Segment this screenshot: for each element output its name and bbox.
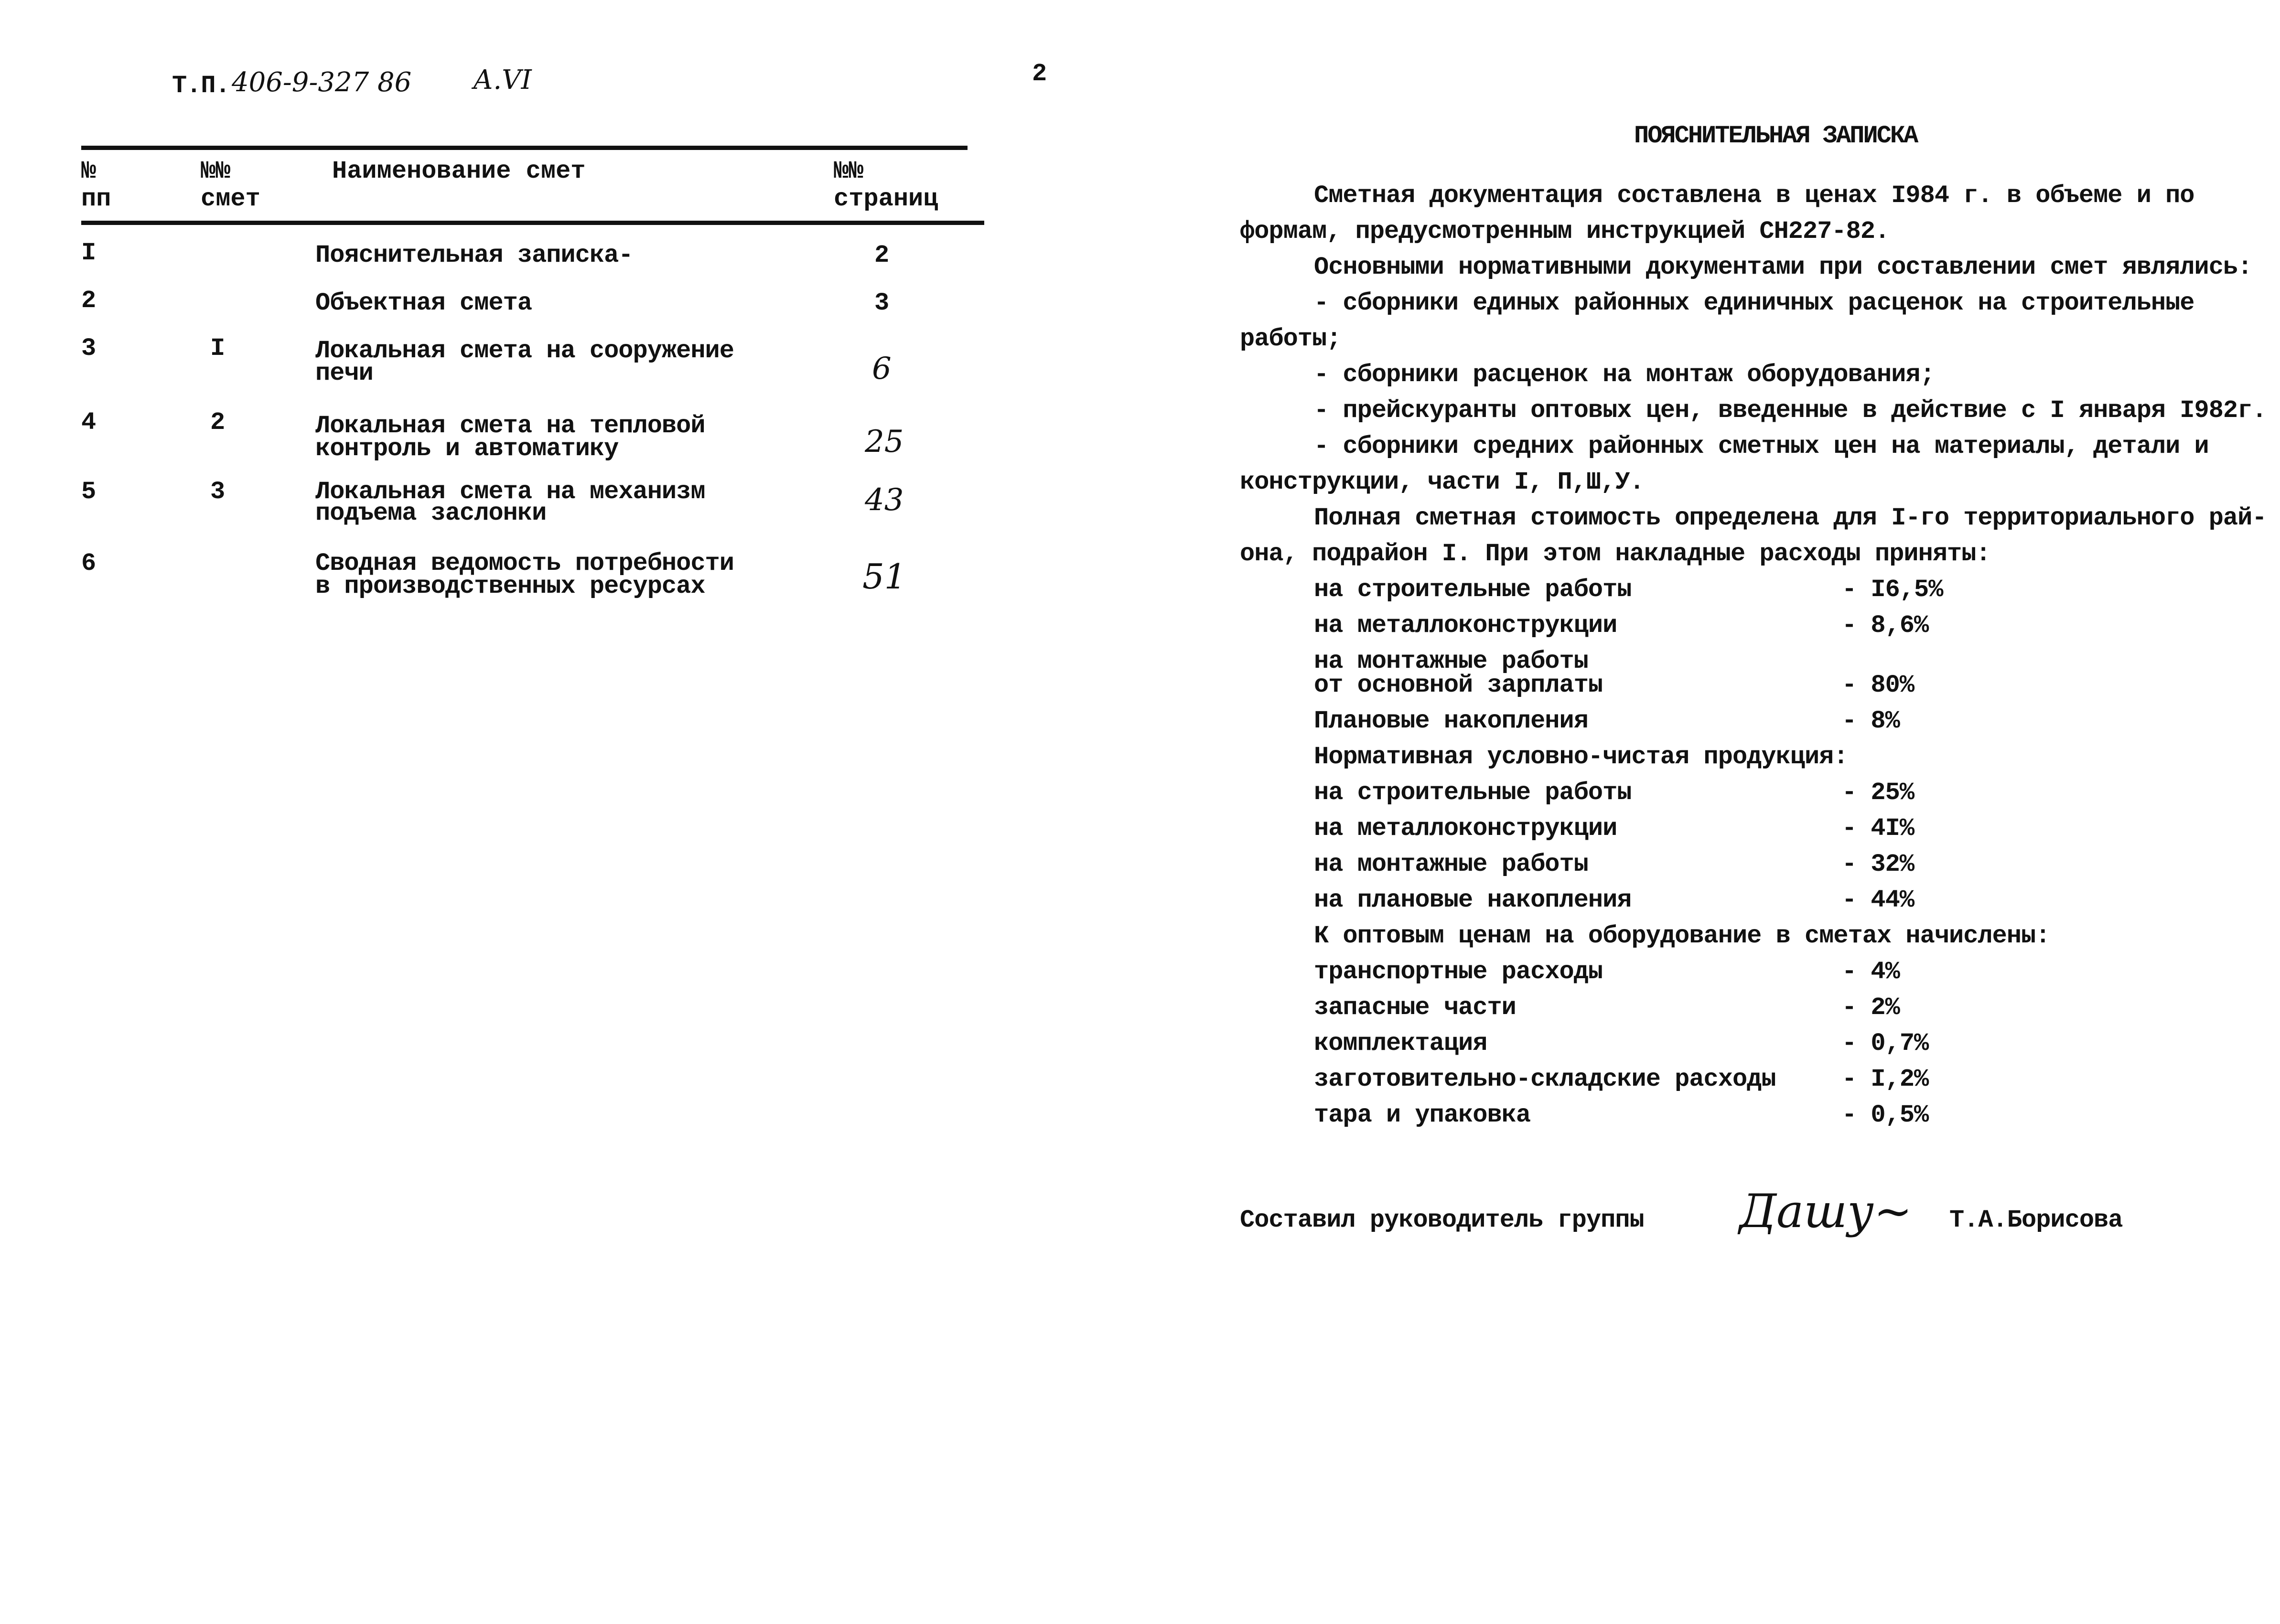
col-header-no-line2: пп	[81, 185, 111, 213]
toc-row-name-cont: подъема заслонки	[315, 499, 547, 527]
note-line: она, подрайон I. При этом накладные расходы приняты:	[1240, 540, 1990, 568]
col-header-pages-line2: страниц	[834, 185, 938, 213]
toc-row-no: 6	[81, 549, 96, 577]
equipment-label: тара и упаковка	[1314, 1101, 1531, 1129]
toc-row-page: 3	[874, 289, 889, 317]
overhead-label-cont: от основной зарплаты	[1314, 671, 1603, 699]
overhead-value: - 8,6%	[1842, 611, 1929, 640]
col-header-name: Наименование смет	[332, 157, 586, 185]
toc-row-page: 43	[865, 482, 904, 518]
toc-row-estimate-no: I	[210, 334, 225, 363]
toc-row-name: Объектная смета	[315, 289, 532, 317]
album-number: А.VI	[473, 64, 532, 96]
note-line: - прейскуранты оптовых цен, введенные в действие с I января I982г.	[1314, 396, 2267, 425]
equipment-value: - 4%	[1842, 958, 1900, 986]
toc-row-no: 4	[81, 408, 96, 437]
overhead-value: - 8%	[1842, 707, 1900, 735]
toc-row-name-cont: контроль и автоматику	[315, 435, 619, 463]
net-output-label: на плановые накопления	[1314, 886, 1632, 914]
col-header-estimate-no-line2: смет	[201, 185, 260, 213]
toc-row-name: Локальная смета на сооружение	[315, 337, 734, 365]
col-header-estimate-no	[201, 158, 260, 213]
toc-row-no: 3	[81, 334, 96, 363]
note-line: формам, предусмотренным инструкцией СН227-82.	[1240, 217, 1890, 246]
toc-row-estimate-no: 2	[210, 408, 225, 437]
toc-row-name: Пояснительная записка-	[315, 241, 633, 269]
table-header-rule	[81, 221, 984, 225]
equipment-value: - I,2%	[1842, 1065, 1929, 1093]
toc-row-name-cont: в производственных ресурсах	[315, 572, 705, 600]
overhead-label: на строительные работы	[1314, 576, 1632, 604]
col-header-no-line1: №	[81, 157, 97, 185]
equipment-value: - 2%	[1842, 994, 1900, 1022]
toc-row-page: 2	[874, 241, 889, 269]
toc-row-page: 6	[872, 351, 892, 386]
net-output-value: - 44%	[1842, 886, 1914, 914]
note-line: - сборники средних районных сметных цен на материалы, детали и	[1314, 432, 2209, 460]
overhead-value: - 80%	[1842, 671, 1914, 699]
note-line: Основными нормативными документами при составлении смет являлись:	[1314, 253, 2252, 281]
document-code-handwritten: 406-9-327 86	[232, 67, 412, 98]
net-output-value: - 4I%	[1842, 814, 1914, 843]
overhead-label: на металлоконструкции	[1314, 611, 1617, 640]
overhead-label: Плановые накопления	[1314, 707, 1588, 735]
note-line: Сметная документация составлена в ценах I984 г. в объеме и по	[1314, 182, 2194, 210]
handwritten-signature: Дашу~	[1739, 1185, 1913, 1238]
col-header-no	[81, 158, 111, 213]
document-code: Т.П.	[172, 72, 230, 100]
note-line: - сборники расценок на монтаж оборудования;	[1314, 361, 1935, 389]
note-title: ПОЯСНИТЕЛЬНАЯ ЗАПИСКА	[1634, 122, 1917, 150]
equipment-value: - 0,7%	[1842, 1029, 1929, 1058]
toc-row-name: Сводная ведомость потребности	[315, 549, 734, 577]
note-line: - сборники единых районных единичных расценок на строительные	[1314, 289, 2194, 317]
toc-row-no: 2	[81, 287, 96, 315]
table-top-rule	[81, 146, 968, 150]
overhead-label: на монтажные работы	[1314, 647, 1588, 675]
col-header-pages-line1: №№	[834, 157, 864, 185]
toc-row-name: Локальная смета на тепловой	[315, 412, 705, 440]
net-output-label: на металлоконструкции	[1314, 814, 1617, 843]
toc-row-name: Локальная смета на механизм	[315, 478, 705, 506]
toc-row-page: 51	[862, 556, 906, 597]
col-header-estimate-no-line1: №№	[201, 157, 231, 185]
note-line: конструкции, части I, П,Ш,У.	[1240, 468, 1644, 496]
net-output-label: на монтажные работы	[1314, 850, 1588, 878]
equipment-label: заготовительно-складские расходы	[1314, 1065, 1776, 1093]
equipment-label: транспортные расходы	[1314, 958, 1603, 986]
equipment-label: комплектация	[1314, 1029, 1487, 1058]
toc-row-page: 25	[865, 424, 904, 459]
toc-row-name-cont: печи	[315, 359, 373, 387]
equipment-heading: К оптовым ценам на оборудование в сметах начислены:	[1314, 922, 2050, 950]
signatory-name: Т.А.Борисова	[1949, 1206, 2123, 1234]
toc-row-no: 5	[81, 478, 96, 506]
net-output-label: на строительные работы	[1314, 779, 1632, 807]
toc-row-no: I	[81, 239, 96, 267]
net-output-heading: Нормативная условно-чистая продукция:	[1314, 743, 1848, 771]
note-line: Полная сметная стоимость определена для I-го территориального рай-	[1314, 504, 2267, 532]
note-line: работы;	[1240, 325, 1341, 353]
net-output-value: - 32%	[1842, 850, 1914, 878]
page-number: 2	[1032, 60, 1047, 88]
equipment-value: - 0,5%	[1842, 1101, 1929, 1129]
signature-label: Составил руководитель группы	[1240, 1206, 1644, 1234]
col-header-pages	[834, 158, 938, 213]
net-output-value: - 25%	[1842, 779, 1914, 807]
toc-row-estimate-no: 3	[210, 478, 225, 506]
equipment-label: запасные части	[1314, 994, 1516, 1022]
overhead-value: - I6,5%	[1842, 576, 1943, 604]
